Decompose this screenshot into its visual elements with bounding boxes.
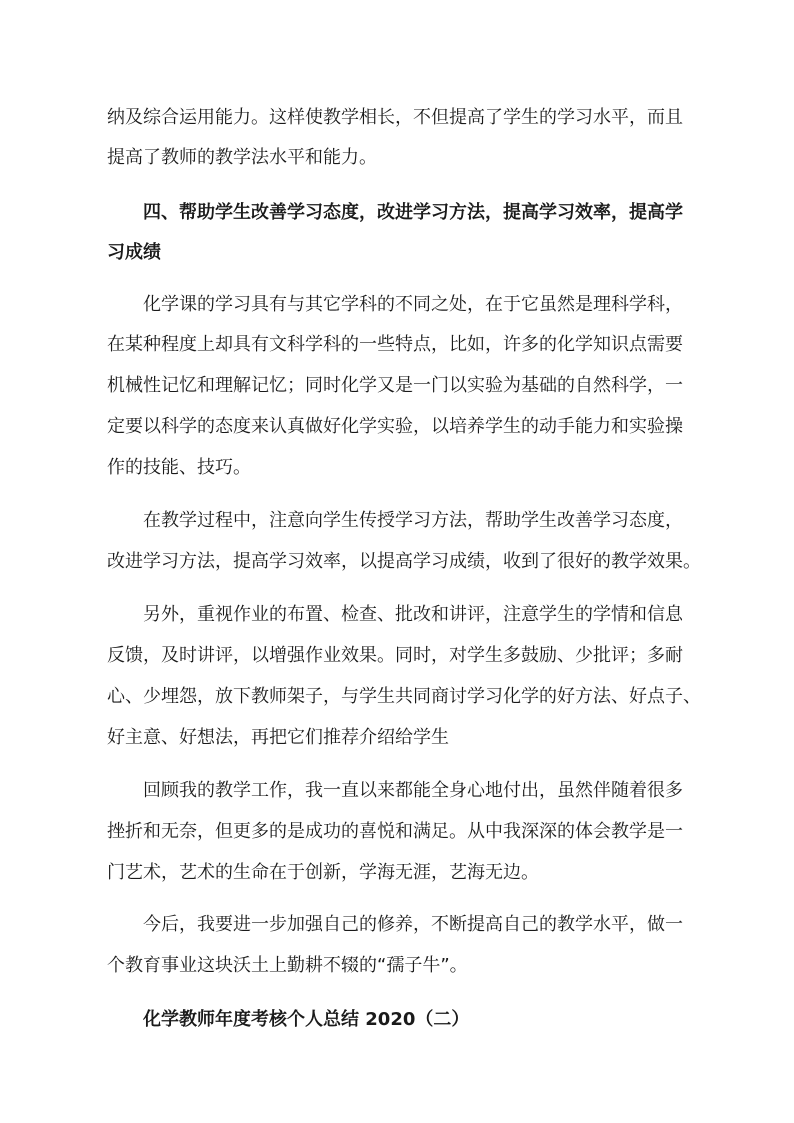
paragraph-line: 改进学习方法，提高学习效率，以提高学习成绩，收到了很好的教学效果。 <box>107 551 701 572</box>
paragraph-line: 门艺术，艺术的生命在于创新，学海无涯，艺海无边。 <box>107 862 539 883</box>
paragraph-line: 定要以科学的态度来认真做好化学实验，以培养学生的动手能力和实验操 <box>107 416 683 437</box>
paragraph-line: 在某种程度上却具有文科学科的一些特点，比如，许多的化学知识点需要 <box>107 334 683 355</box>
paragraph-line: 个教育事业这块沃土上勤耕不辍的“孺子牛”。 <box>107 955 468 976</box>
paragraph-line: 化学课的学习具有与其它学科的不同之处，在于它虽然是理科学科， <box>143 294 683 315</box>
paragraph-line: 提高了教师的教学法水平和能力。 <box>107 147 377 168</box>
paragraph-line: 回顾我的教学工作，我一直以来都能全身心地付出，虽然伴随着很多 <box>143 780 683 801</box>
paragraph-line: 心、少埋怨，放下教师架子，与学生共同商讨学习化学的好方法、好点子、 <box>107 686 701 707</box>
paragraph-line: 在教学过程中，注意向学生传授学习方法，帮助学生改善学习态度， <box>143 510 683 531</box>
document-section-title: 化学教师年度考核个人总结 2020（二） <box>143 1009 470 1030</box>
paragraph-line: 纳及综合运用能力。这样使教学相长，不但提高了学生的学习水平，而且 <box>107 107 683 128</box>
paragraph-line: 今后，我要进一步加强自己的修养，不断提高自己的教学水平，做一 <box>143 914 683 935</box>
paragraph-line: 另外，重视作业的布置、检查、批改和讲评，注意学生的学情和信息 <box>143 604 683 625</box>
paragraph-line: 作的技能、技巧。 <box>107 457 251 478</box>
paragraph-line: 反馈，及时讲评，以增强作业效果。同时，对学生多鼓励、少批评；多耐 <box>107 645 683 666</box>
paragraph-line: 机械性记忆和理解记忆；同时化学又是一门以实验为基础的自然科学，一 <box>107 375 683 396</box>
section-heading-line: 习成绩 <box>107 242 161 263</box>
paragraph-line: 挫折和无奈，但更多的是成功的喜悦和满足。从中我深深的体会教学是一 <box>107 821 683 842</box>
section-heading-line: 四、帮助学生改善学习态度，改进学习方法，提高学习效率，提高学 <box>143 202 683 223</box>
paragraph-line: 好主意、好想法，再把它们推荐介绍给学生 <box>107 727 449 748</box>
